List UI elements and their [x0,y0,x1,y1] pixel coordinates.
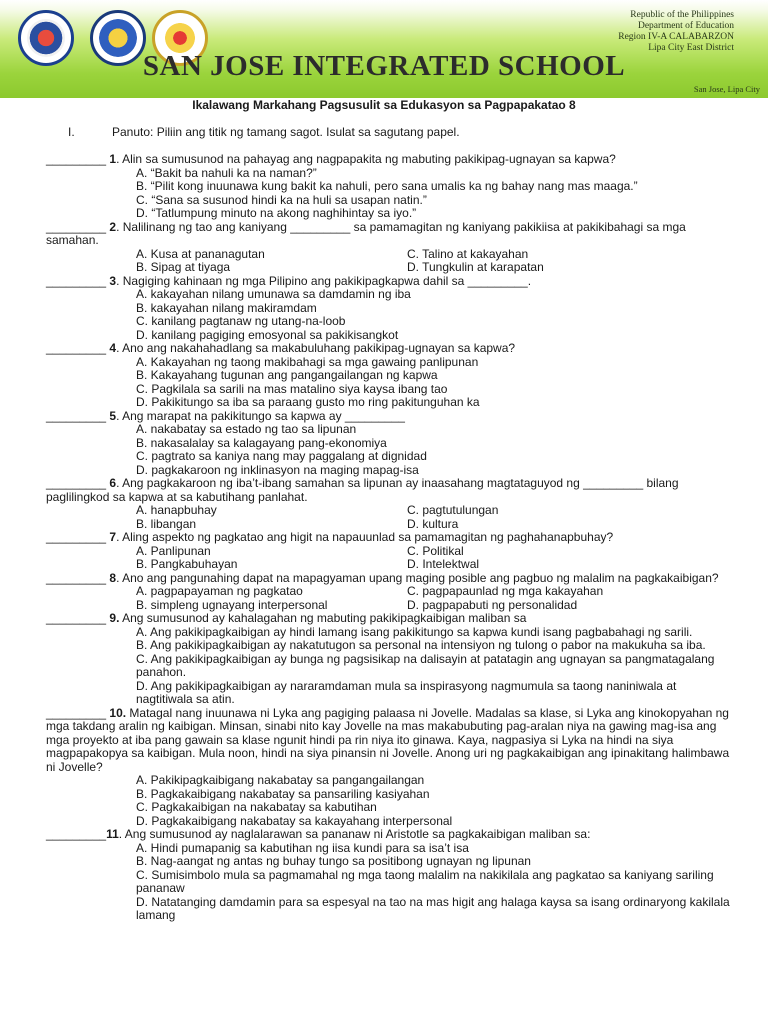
answer-choice [46,464,736,478]
choice-text: C. Ang pakikipagkaibigan ay bunga ng pagsisikap na dalisayin at patatagin ang ugnayan sa pangmatagalang panahon. [136,651,715,679]
choice-text: B. nakasalalay sa kalagayang pang-ekonomiya [136,435,387,450]
question-stem [46,342,736,356]
directions [68,125,460,139]
choice-text: D. “Tatlumpung minuto na akong naghihintay sa iyo.” [136,206,417,220]
choice-text: C. Politikal [407,543,464,558]
answer-choice [46,842,736,856]
exam-title: Ikalawang Markahang Pagsusulit sa Edukasyon sa Pagpapakatao 8 [192,98,576,112]
choice-text: B. Sipag at tiyaga [136,260,231,274]
answer-blank: _________ [46,570,110,585]
section-number: I. [68,125,75,139]
answer-choice [46,248,736,262]
choice-text: C. “Sana sa susunod hindi ka na huli sa usapan natin.” [136,192,427,207]
question-text: . Ano ang pangunahing dapat na mapagyaman upang maging posible ang pagbuo ng malalim na pagkakaibigan? [116,570,719,585]
choice-text: D. pagkakaroon ng inklinasyon na maging mapag-isa [136,462,419,477]
answer-blank: _________ [46,611,110,625]
answer-choice [46,504,736,518]
choice-text: A. Hindi pumapanig sa kabutihan ng iisa kundi para sa isa’t isa [136,840,469,855]
choice-text: A. Panlipunan [136,543,211,558]
choice-text: C. kanilang pagtanaw ng utang-na-loob [136,314,346,328]
deped-line: Lipa City East District [648,43,734,53]
school-banner [0,0,768,98]
choice-text: A. hanapbuhay [136,503,217,517]
choice-text: C. pagtutulungan [407,503,499,517]
choice-text: A. kakayahan nilang umunawa sa damdamin ng iba [136,287,411,301]
question-stem [46,410,736,424]
answer-choice [46,423,736,437]
answer-choice [46,626,736,640]
answer-choice [46,180,736,194]
answer-choice [46,896,736,923]
answer-blank: _________ [46,273,110,288]
choice-text: C. pagtrato sa kaniya nang may paggalang at dignidad [136,449,427,463]
question-stem [46,153,736,167]
answer-choice [46,356,736,370]
question-text: . Nagiging kahinaan ng mga Pilipino ang pakikipagkapwa dahil sa _________. [116,273,532,288]
question-text: . Ano ang nakahahadlang sa makabuluhang pakikipag-ugnayan sa kapwa? [116,341,516,355]
choice-text: D. Ang pakikipagkaibigan ay nararamdaman mula sa inspirasyong nagmumula sa taong naniniwala at nagtitiwala sa atin. [136,678,677,706]
answer-choice [46,599,736,613]
question-text: Ang sumusunod ay kahalagahan ng mabuting pakikipagkaibigan maliban sa [119,611,527,625]
answer-choice [46,383,736,397]
choice-text: D. Intelektwal [407,557,480,571]
deped-line: Republic of the Philippines [630,10,734,20]
answer-choice [46,437,736,451]
choice-text: D. Pakikitungo sa iba sa paraang gusto mo ring pakitunguhan ka [136,395,480,409]
answer-choice [46,369,736,383]
choice-text: A. Kusa at pananagutan [136,246,265,261]
choice-text: B. libangan [136,516,197,531]
question-text: . Aling aspekto ng pagkatao ang higit na napauunlad sa pamamagitan ng paghahanapbuhay? [116,530,614,544]
question-number: 8 [109,570,117,585]
answer-choice [46,302,736,316]
question-number: 2 [109,219,117,234]
answer-blank: _________ [46,152,110,166]
question-stem [46,828,736,842]
answer-choice [46,315,736,329]
choice-text: C. Pagkakaibigan na nakabatay sa kabutihan [136,800,377,814]
answer-choice [46,167,736,181]
question-number: 1 [109,152,117,166]
answer-blank: _________ [46,408,110,423]
choice-text: C. Sumisimbolo mula sa pagmamahal ng mga taong malalim na nakikilala ang pagkatao sa kaniyang sariling pananaw [136,867,714,895]
answer-choice [46,801,736,815]
question-stem [46,477,736,504]
answer-blank: _________ [46,341,110,355]
choice-text: D. Pagkakaibigang nakabatay sa kakayahang interpersonal [136,813,453,828]
question-number: 3 [109,273,117,288]
choice-text: A. Ang pakikipagkaibigan ay hindi lamang isang pakikitungo sa kapwa kundi isang pagbabahagi ng sarili. [136,624,693,639]
choice-text: A. Pakikipagkaibigang nakabatay sa pangangailangan [136,773,425,787]
choice-text: A. Kakayahan ng taong makibahagi sa mga gawaing panlipunan [136,354,479,369]
choice-text: A. “Bakit ba nahuli ka na naman?” [136,165,317,180]
deped-line: Region IV-A CALABARZON [618,32,734,42]
question-number: 4 [109,341,117,355]
question-text: . Nalilinang ng tao ang kaniyang _________ sa pamamagitan ng kaniyang pakikiisa at pakikibahagi sa mga samahan. [46,219,686,247]
answer-choice [46,194,736,208]
choice-text: B. Ang pakikipagkaibigan ay nakatutugon sa personal na intensiyon ng tulong o pabor na makukuha sa iba. [136,638,706,652]
question-text: . Alin sa sumusunod na pahayag ang nagpapakita ng mabuting pakikipag-ugnayan sa kapwa? [116,152,616,166]
answer-choice [46,869,736,896]
choice-text: C. pagpapaunlad ng mga kakayahan [407,584,604,598]
choice-text: A. nakabatay sa estado ng tao sa lipunan [136,422,357,436]
choice-text: D. pagpapabuti ng personalidad [407,597,578,612]
answer-choice [46,680,736,707]
choice-text: B. Nag-aangat ng antas ng buhay tungo sa positibong ugnayan ng lipunan [136,854,531,868]
deped-line: Department of Education [637,21,734,31]
school-location: San Jose, Lipa City [693,84,760,94]
choice-text: D. Natatanging damdamin para sa espesyal na tao na mas higit ang halaga kaysa sa isang ordinaryong kakilala lamang [136,894,730,922]
question-text: . Ang pagkakaroon ng iba’t-ibang samahan sa lipunan ay inaasahang magtataguyod ng _________ bilang paglilingkod sa kapwa at sa kabutihang panlahat. [46,476,679,504]
answer-choice [46,329,736,343]
choice-text: B. Kakayahang tugunan ang pangangailangan ng kapwa [136,368,438,382]
answer-blank: _________ [46,827,107,841]
answer-choice [46,261,736,275]
question-text: . Ang sumusunod ay naglalarawan sa pananaw ni Aristotle sa pagkakaibigan maliban sa: [118,827,591,841]
question-text: Matagal nang inuunawa ni Lyka ang pagiging palaasa ni Jovelle. Madalas sa klase, si Lyka ang kinokopyahan ng mga takdang aralin ng kaibigan. Minsan, sinabi nito kay Jovelle na mas makabubuting pag-aralan niya na gawing mag-isa ang mga proyekto at iba pang gawain sa klase ngunit hindi pa rin niya ito ginawa. Kaya, nagpasiya si Lyka na hindi na siya magpapakopya sa kaibigan. Mula noon, hindi na siya pinansin ni Jovelle. Anong uri ng pagkakaibigan ang ipinakitang halimbawa ni Jovelle? [46,705,730,774]
answer-choice [46,545,736,559]
question-number: 11 [106,827,119,841]
choice-text: D. Tungkulin at karapatan [407,260,544,274]
question-number: 7 [109,530,117,544]
question-text: . Ang marapat na pakikitungo sa kapwa ay _________ [116,408,405,423]
answer-choice [46,450,736,464]
answer-choice [46,855,736,869]
answer-choice [46,815,736,829]
choice-text: D. kanilang pagiging emosyonal sa pakikisangkot [136,327,399,342]
question-number: 9. [109,611,120,625]
choice-text: B. kakayahan nilang makiramdam [136,300,317,315]
choice-text: B. “Pilit kong inuunawa kung bakit ka nahuli, pero sana umalis ka ng bahay nang mas maaga.” [136,179,638,193]
question-stem [46,612,736,626]
answer-blank: _________ [46,219,110,234]
question-stem [46,531,736,545]
choice-text: B. simpleng ugnayang interpersonal [136,597,328,612]
question-stem [46,707,736,775]
answer-choice [46,639,736,653]
school-name: SAN JOSE INTEGRATED SCHOOL [142,50,626,82]
answer-choice [46,288,736,302]
question-stem [46,572,736,586]
choice-text: D. kultura [407,516,459,531]
answer-choice [46,585,736,599]
question-list [46,153,736,923]
answer-blank: _________ [46,705,110,720]
directions-text: Panuto: Piliin ang titik ng tamang sagot. Isulat sa sagutang papel. [112,125,460,139]
choice-text: C. Pagkilala sa sarili na mas matalino siya kaysa ibang tao [136,381,448,396]
answer-choice [46,774,736,788]
choice-text: B. Pangkabuhayan [136,557,238,571]
answer-choice [46,396,736,410]
answer-blank: _________ [46,530,110,544]
answer-choice [46,207,736,221]
question-number: 5 [109,408,117,423]
choice-text: A. pagpapayaman ng pagkatao [136,584,303,598]
question-number: 10. [109,705,127,720]
answer-choice [46,558,736,572]
question-stem [46,221,736,248]
question-stem [46,275,736,289]
choice-text: C. Talino at kakayahan [407,246,529,261]
deped-header-text [618,10,734,54]
question-number: 6 [109,476,117,490]
answer-choice [46,788,736,802]
answer-choice [46,518,736,532]
answer-choice [46,653,736,680]
answer-blank: _________ [46,476,110,490]
choice-text: B. Pagkakaibigang nakabatay sa pansariling kasiyahan [136,786,430,801]
